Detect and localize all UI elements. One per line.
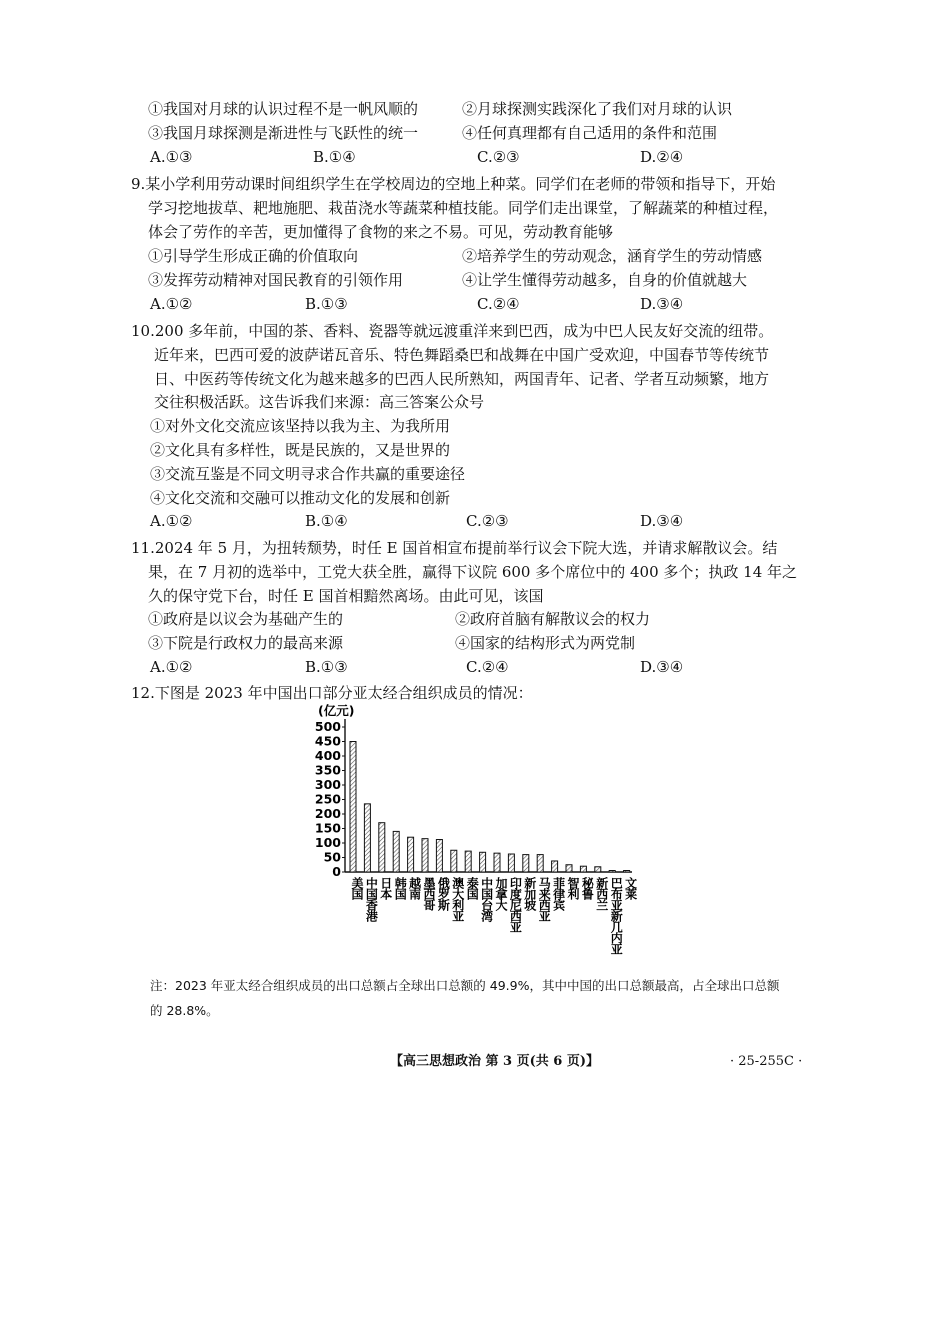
q9-option-c: C.②④ [477, 295, 520, 313]
q10-statement-2: ②文化具有多样性，既是民族的，又是世界的 [150, 441, 451, 459]
bar [451, 850, 457, 872]
bar [436, 840, 442, 872]
x-tick-label: 墨西哥 [422, 877, 436, 910]
q10-option-d: D.③④ [640, 512, 684, 530]
q10-statement-4: ④文化交流和交融可以推动文化的发展和创新 [150, 489, 451, 507]
q10-statement-1: ①对外文化交流应该坚持以我为主、为我所用 [150, 417, 451, 435]
q11-option-c: C.②④ [466, 658, 509, 676]
bar [350, 742, 356, 873]
bar [364, 804, 370, 872]
x-tick-label: 马来西亚 [537, 877, 552, 921]
q11-option-a: A.①② [150, 658, 193, 676]
x-tick-label: 智利 [566, 877, 580, 899]
q10-option-a: A.①② [150, 512, 193, 530]
bar [393, 831, 399, 872]
q11-option-b: B.①③ [305, 658, 348, 676]
bar [552, 861, 558, 872]
q9-option-a: A.①② [150, 295, 193, 313]
y-tick-label: 300 [314, 777, 341, 792]
x-tick-label: 美国 [350, 877, 364, 899]
x-tick-label: 韩国 [393, 877, 408, 899]
q10-stem-line-4: 交往积极活跃。这告诉我们来源：高三答案公众号 [154, 393, 485, 411]
x-tick-label: 越南 [407, 877, 422, 899]
bar [624, 871, 630, 873]
q8-statement-1: ①我国对月球的认识过程不是一帆风顺的 [148, 100, 419, 118]
x-tick-label: 新西兰 [594, 877, 609, 910]
x-tick-label: 日本 [378, 877, 393, 899]
q10-option-b: B.①④ [305, 512, 348, 530]
bar-series [350, 742, 630, 873]
q8-statement-3: ③我国月球探测是渐进性与飞跃性的统一 [148, 124, 419, 142]
x-tick-label: 加拿大 [494, 877, 508, 910]
q8-option-a: A.①③ [150, 148, 193, 166]
bar [480, 852, 486, 872]
y-tick-label: 400 [314, 748, 341, 763]
q9-stem-line-1: 9.某小学利用劳动课时间组织学生在学校周边的空地上种菜。同学们在老师的带领和指导下，开始 [131, 175, 776, 193]
export-bar-chart [300, 700, 660, 970]
page-footer-code: · 25-255C · [730, 1054, 803, 1069]
q10-statement-3: ③交流互鉴是不同文明寻求合作共赢的重要途径 [150, 465, 466, 483]
q9-statement-2: ②培养学生的劳动观念，涵育学生的劳动情感 [462, 247, 763, 265]
chart-note-line-2: 的 28.8%。 [150, 1003, 219, 1018]
q11-option-d: D.③④ [640, 658, 684, 676]
y-tick-label: 100 [314, 835, 341, 850]
x-tick-label: 菲律宾 [551, 877, 566, 910]
q11-statement-3: ③下院是行政权力的最高来源 [148, 634, 344, 652]
bar [379, 823, 385, 872]
q10-option-c: C.②③ [466, 512, 509, 530]
q8-option-c: C.②③ [477, 148, 520, 166]
x-tick-label: 新加坡 [522, 877, 537, 910]
x-tick-label: 巴布亚新几内亚 [609, 877, 624, 954]
bar [465, 851, 471, 872]
q10-stem-line-3: 日、中医药等传统文化为越来越多的巴西人民所熟知，两国青年、记者、学者互动频繁，地方 [154, 370, 770, 388]
x-tick-label: 澳大利亚 [450, 877, 465, 921]
q11-stem-line-2: 果，在 7 月初的选举中，工党大获全胜，赢得下议院 600 多个席位中的 400 多个；执政 14 年之 [148, 563, 798, 581]
bar [523, 855, 529, 872]
q10-stem-line-1: 10.200 多年前，中国的茶、香料、瓷器等就远渡重洋来到巴西，成为中巴人民友好交流的纽带。 [131, 322, 774, 340]
x-tick-label: 印度尼西亚 [508, 877, 523, 932]
q8-option-b: B.①④ [313, 148, 356, 166]
y-tick-label: 50 [323, 849, 341, 865]
y-tick-label: 450 [314, 733, 341, 749]
x-tick-label: 文莱 [623, 877, 638, 899]
bar [408, 837, 414, 872]
y-tick-label: 150 [314, 820, 341, 836]
y-tick-label: 500 [314, 719, 341, 734]
q8-statement-2: ②月球探测实践深化了我们对月球的认识 [462, 100, 733, 118]
q9-statement-1: ①引导学生形成正确的价值取向 [148, 247, 359, 265]
y-tick-label: 250 [314, 791, 341, 807]
q9-statement-3: ③发挥劳动精神对国民教育的引领作用 [148, 271, 404, 289]
q8-statement-4: ④任何真理都有自己适用的条件和范围 [462, 124, 718, 142]
y-tick-label: 200 [314, 806, 341, 821]
x-tick-label: 秘鲁 [580, 877, 595, 899]
q9-stem-line-3: 体会了劳作的辛苦，更加懂得了食物的来之不易。可见，劳动教育能够 [148, 223, 614, 241]
y-axis-label: (亿元) [318, 703, 355, 718]
bar [566, 865, 572, 872]
bar [537, 855, 543, 872]
q11-stem-line-1: 11.2024 年 5 月，为扭转颓势，时任 E 国首相宣布提前举行议会下院大选，并请求解散议会。结 [131, 539, 778, 557]
bar [595, 867, 601, 872]
q11-statement-1: ①政府是以议会为基础产生的 [148, 610, 344, 628]
q9-stem-line-2: 学习挖地拔草、耙地施肥、栽苗浇水等蔬菜种植技能。同学们走出课堂，了解蔬菜的种植过程， [148, 199, 779, 217]
q11-stem-line-3: 久的保守党下台，时任 E 国首相黯然离场。由此可见，该国 [148, 587, 544, 605]
bar [580, 866, 586, 872]
x-tick-label: 中国香港 [364, 877, 379, 921]
x-tick-label: 中国台湾 [479, 877, 494, 921]
q11-statement-2: ②政府首脑有解散议会的权力 [455, 610, 651, 628]
bar [609, 871, 615, 873]
bar [508, 854, 514, 872]
x-tick-label: 泰国 [465, 877, 480, 899]
chart-note-line-1: 注：2023 年亚太经合组织成员的出口总额占全球出口总额的 49.9%，其中中国的出口总额最高，占全球出口总额 [150, 978, 780, 993]
q9-option-d: D.③④ [640, 295, 684, 313]
q8-option-d: D.②④ [640, 148, 684, 166]
y-tick-label: 350 [314, 762, 341, 778]
q10-stem-line-2: 近年来，巴西可爱的波萨诺瓦音乐、特色舞蹈桑巴和战舞在中国广受欢迎，中国春节等传统节 [154, 346, 770, 364]
bar [494, 853, 500, 872]
y-tick-label: 0 [332, 864, 341, 879]
x-axis-labels [350, 876, 638, 955]
q12-stem-line-1: 12.下图是 2023 年中国出口部分亚太经合组织成员的情况： [131, 684, 533, 702]
bar [422, 839, 428, 872]
q9-statement-4: ④让学生懂得劳动越多，自身的价值就越大 [462, 271, 748, 289]
q11-statement-4: ④国家的结构形式为两党制 [455, 634, 636, 652]
page-footer-title: 【高三思想政治 第 3 页(共 6 页)】 [390, 1054, 600, 1069]
x-tick-label: 俄罗斯 [436, 877, 451, 910]
q9-option-b: B.①③ [305, 295, 348, 313]
y-axis [315, 719, 632, 879]
